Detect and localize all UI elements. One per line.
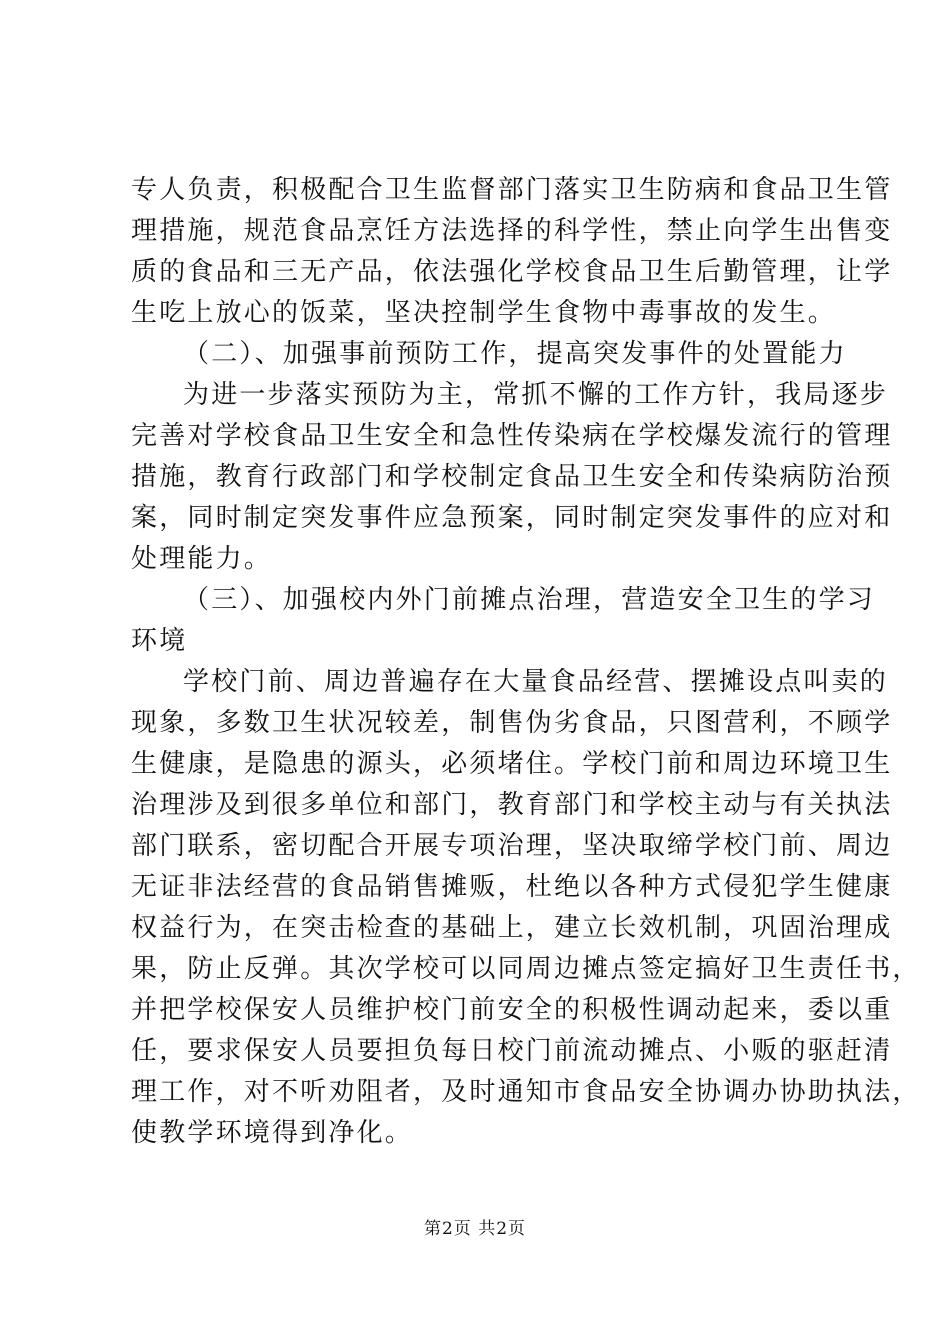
page-number-footer: 第2页 共2页 (423, 1219, 527, 1239)
document-body (131, 170, 921, 1154)
text-line: 措施，教育行政部门和学校制定食品卫生安全和传染病防治预 (131, 462, 893, 492)
section-heading-2: （二）、加强事前预防工作，提高突发事件的处置能力 (183, 339, 847, 369)
section-heading-3-continued: 环境 (131, 626, 188, 656)
text-line: 生健康，是隐患的源头，必须堵住。学校门前和周边环境卫生 (131, 749, 893, 779)
section-heading-3: （三）、加强校内外门前摊点治理，营造安全卫生的学习 (183, 585, 876, 615)
text-line: 使教学环境得到净化。 (131, 1118, 414, 1148)
text-line: 案，同时制定突发事件应急预案，同时制定突发事件的应对和 (131, 503, 893, 533)
text-line: 任，要求保安人员要担负每日校门前流动摊点、小贩的驱赶清 (131, 1036, 893, 1066)
text-line: 理工作，对不听劝阻者，及时通知市食品安全协调办协助执法， (131, 1077, 921, 1107)
text-line: 为进一步落实预防为主，常抓不懈的工作方针，我局逐步 (183, 380, 889, 410)
text-line: 果，防止反弹。其次学校可以同周边摊点签定搞好卫生责任书， (131, 954, 921, 984)
text-line: 无证非法经营的食品销售摊贩，杜绝以各种方式侵犯学生健康 (131, 872, 893, 902)
text-line: 处理能力。 (131, 544, 273, 574)
text-line: 部门联系，密切配合开展专项治理，坚决取缔学校门前、周边 (131, 831, 893, 861)
text-line: 学校门前、周边普遍存在大量食品经营、摆摊设点叫卖的 (183, 667, 889, 697)
text-line: 专人负责，积极配合卫生监督部门落实卫生防病和食品卫生管 (131, 175, 893, 205)
text-line: 完善对学校食品卫生安全和急性传染病在学校爆发流行的管理 (131, 421, 893, 451)
text-line: 并把学校保安人员维护校门前安全的积极性调动起来，委以重 (131, 995, 893, 1025)
text-line: 理措施，规范食品烹饪方法选择的科学性，禁止向学生出售变 (131, 216, 893, 246)
text-line: 治理涉及到很多单位和部门，教育部门和学校主动与有关执法 (131, 790, 893, 820)
text-line: 质的食品和三无产品，依法强化学校食品卫生后勤管理，让学 (131, 257, 893, 287)
text-line: 权益行为，在突击检查的基础上，建立长效机制，巩固治理成 (131, 913, 893, 943)
text-line: 生吃上放心的饭菜，坚决控制学生食物中毒事故的发生。 (131, 298, 837, 328)
text-line: 现象，多数卫生状况较差，制售伪劣食品，只图营利，不顾学 (131, 708, 893, 738)
